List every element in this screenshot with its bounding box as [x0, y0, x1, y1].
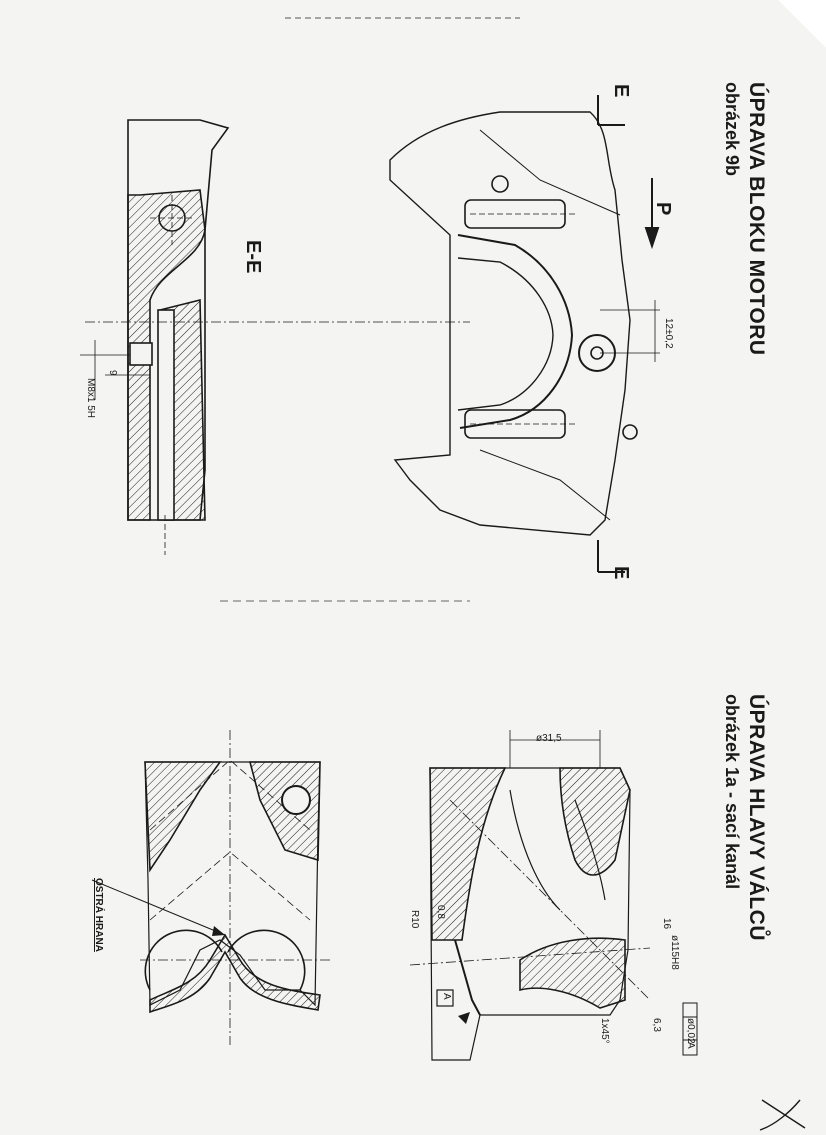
intake-port-section	[410, 730, 697, 1060]
head-title: ÚPRAVA HLAVY VÁLCŮ	[745, 694, 768, 942]
dim-chamfer: 1x45°	[599, 1018, 610, 1044]
dim-tolerance: ø0,02	[685, 1018, 696, 1044]
dim-08: 0,8	[435, 905, 446, 919]
head-subtitle: obrázek 1a - sací kanál	[722, 694, 742, 890]
block-subtitle: obrázek 9b	[722, 82, 742, 177]
cut-mark-top: E	[610, 84, 632, 98]
block-title: ÚPRAVA BLOKU MOTORU	[745, 82, 768, 356]
view-arrow-label: P	[652, 202, 674, 216]
dim-datum-ref: A	[685, 1042, 696, 1049]
dim-63: 6,3	[651, 1018, 662, 1032]
datum-a: A	[441, 993, 452, 1000]
dim-31: ø31,5	[536, 733, 562, 744]
cut-mark-bottom: E	[610, 566, 632, 580]
dim-thread: M8x1 5H	[85, 378, 96, 419]
section-ee-view	[80, 120, 470, 555]
dim-12: 12±0,2	[663, 318, 674, 349]
sharp-edge-callout: OSTRÁ HRANA	[93, 878, 104, 952]
dim-9: 9	[107, 370, 118, 376]
dim-r10: R10	[409, 910, 420, 929]
dim-115: ø115H8	[669, 935, 680, 970]
check-mark-x	[760, 1100, 805, 1130]
block-face-view	[390, 112, 660, 535]
cut-line-e	[598, 95, 625, 572]
dim-16: 16	[661, 918, 672, 930]
section-label: E-E	[242, 240, 264, 274]
page-corner-fold	[766, 0, 826, 60]
port-throat-detail	[92, 730, 330, 1045]
